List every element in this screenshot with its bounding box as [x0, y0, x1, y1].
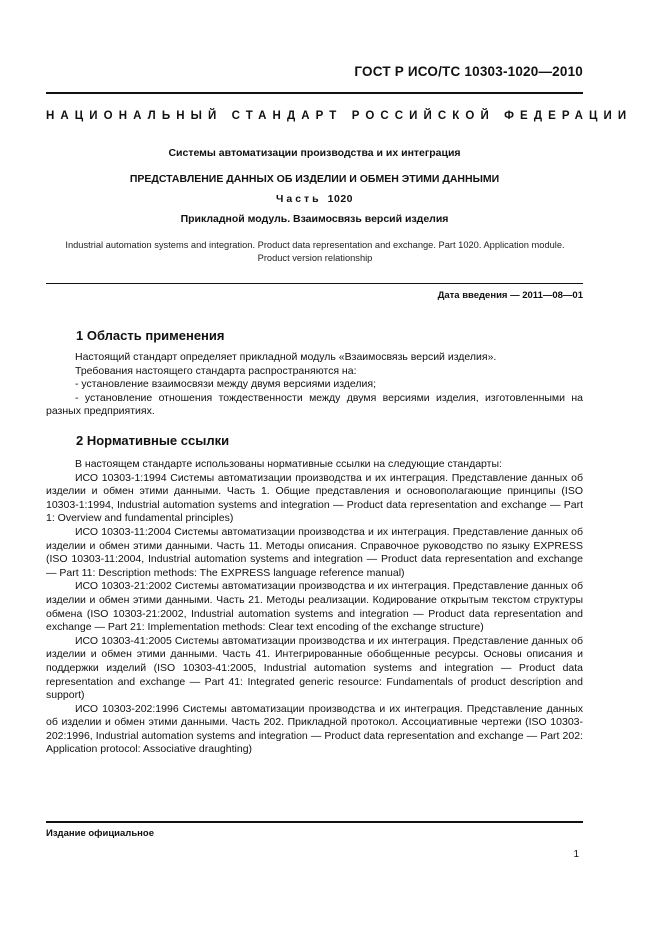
- reference-item: ИСО 10303-11:2004 Системы автоматизации производства и их интеграция. Представление данных об изделии и обмен этими данными. Часть 11. Методы описания. Справочное руководство по языку EXPRESS (ISO 10303-11:2004, Industrial automation systems and integration — Product data representation and exchange — Part 11: Description methods: The EXPRESS language reference manual): [46, 525, 583, 579]
- list-item: - установление отношения тождественности между двумя версиями изделия, изготовленными на разных предприятиях.: [46, 391, 583, 418]
- national-standard-heading: НАЦИОНАЛЬНЫЙ СТАНДАРТ РОССИЙСКОЙ ФЕДЕРАЦИИ: [46, 110, 633, 122]
- title-rule: [46, 283, 583, 284]
- standard-code: ГОСТ Р ИСО/ТС 10303-1020—2010: [354, 64, 583, 79]
- list-item: - установление взаимосвязи между двумя версиями изделия;: [75, 378, 377, 391]
- reference-item: ИСО 10303-21:2002 Системы автоматизации производства и их интеграция. Представление данных об изделии и обмен этими данными. Часть 21. Методы реализации. Кодирование открытым текстом структуры обмена (ISO 10303-21:2002, Industrial automation systems and integration — Product data representation and exchange — Part 21: Implementation methods: Clear text encoding of the exchange structure): [46, 580, 583, 634]
- part-word: Часть: [275, 193, 322, 205]
- series-title: Системы автоматизации производства и их интеграция: [168, 147, 461, 159]
- header-rule: [46, 92, 583, 94]
- section-2-title: 2 Нормативные ссылки: [76, 433, 230, 448]
- section-1-body: [46, 351, 583, 419]
- page-number: 1: [573, 849, 579, 860]
- paragraph: В настоящем стандарте использованы нормативные ссылки на следующие стандарты:: [75, 458, 502, 470]
- main-title: ПРЕДСТАВЛЕНИЕ ДАННЫХ ОБ ИЗДЕЛИИ И ОБМЕН ЭТИМИ ДАННЫМИ: [129, 173, 500, 185]
- reference-item: ИСО 10303-202:1996 Системы автоматизации производства и их интеграция. Представление данных об изделии и обмен этими данными. Часть 202. Прикладной протокол. Ассоциативные чертежи (ISO 10303-202:1996, Industrial automation systems and integration — Product data representation and exchange — Part 202: Application protocol: Associative draughting): [46, 702, 583, 756]
- intro-date: Дата введения — 2011—08—01: [437, 290, 583, 301]
- paragraph: Требования настоящего стандарта распространяются на:: [75, 364, 357, 377]
- reference-item: ИСО 10303-1:1994 Системы автоматизации производства и их интеграция. Представление данных об изделии и обмен этими данными. Часть 1. Общие представления и основополагающие принципы (ISO 10303-1:1994, Industrial automation systems and integration — Product data representation and exchange — Part 1: Overview and fundamental principles): [46, 471, 583, 525]
- part-number: 1020: [327, 193, 353, 205]
- section-2-body: [46, 458, 583, 757]
- official-edition: Издание официальное: [46, 828, 154, 839]
- english-title: Industrial automation systems and integration. Product data representation and exchange. Part 1020. Application module. Product version relationship: [65, 240, 565, 263]
- section-1-title: 1 Область применения: [76, 328, 225, 343]
- reference-item: ИСО 10303-41:2005 Системы автоматизации производства и их интеграция. Представление данных об изделии и обмен этими данными. Часть 41. Интегрированные обобщенные ресурсы. Основы описания и поддержки изделий (ISO 10303-41:2005, Industrial automation systems and integration — Product data representation and exchange — Part 41: Integrated generic resource: Fundamentals of product description and support): [46, 634, 583, 702]
- part-title: [46, 193, 583, 205]
- paragraph: Настоящий стандарт определяет прикладной модуль «Взаимосвязь версий изделия».: [75, 351, 497, 363]
- module-title: Прикладной модуль. Взаимосвязь версий изделия: [180, 213, 449, 225]
- footer-rule: [46, 821, 583, 823]
